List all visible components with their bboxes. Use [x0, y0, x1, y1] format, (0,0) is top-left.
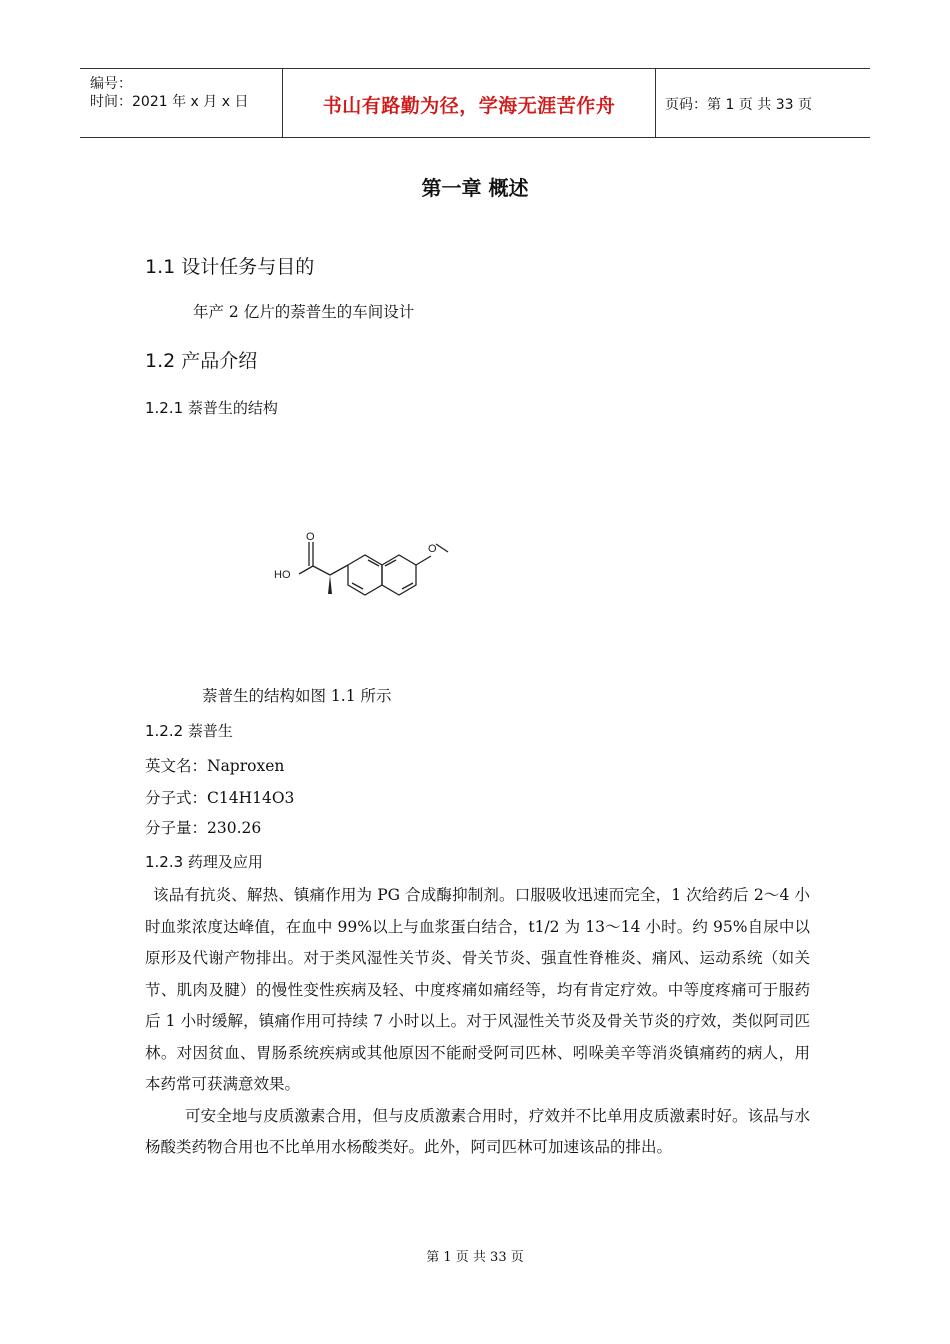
page-header-table	[80, 68, 870, 138]
molecular-formula: 分子式：C14H14O3	[145, 789, 295, 807]
molecular-weight: 分子量：230.26	[145, 819, 262, 837]
header-right-cell	[655, 69, 870, 137]
pharmacology-paragraph-1: 该品有抗炎、解热、镇痛作用为 PG 合成酶抑制剂。口服吸收迅速而完全，1 次给药后 2～4 小时血浆浓度达峰值，在血中 99%以上与血浆蛋白结合，t1/2 为 13～14 小时。约 95%自尿中以原形及代谢产物排出。对于类风湿性关节炎、骨关节炎、强直性脊椎炎、痛风、运动系统（如关节、肌肉及腱）的慢性变性疾病及轻、中度疼痛如痛经等，均有肯定疗效。中等度疼痛可于服药后 1 小时缓解，镇痛作用可持续 7 小时以上。对于风湿性关节炎及骨关节炎的疗效，类似阿司匹林。对因贫血、胃肠系统疾病或其他原因不能耐受阿司匹林、吲哚美辛等消炎镇痛药的病人，用本药常可获满意效果。	[145, 886, 810, 1093]
pharmacology-paragraph-2: 可安全地与皮质激素合用，但与皮质激素合用时，疗效并不比单用皮质激素时好。该品与水杨酸类药物合用也不比单用水杨酸类好。此外，阿司匹林可加速该品的排出。	[145, 1106, 810, 1156]
english-name: 英文名：Naproxen	[145, 757, 285, 775]
structure-caption: 萘普生的结构如图 1.1 所示	[202, 687, 392, 705]
structure-carbonyl-oxygen: O	[306, 531, 315, 543]
header-page-info: 页码：第 1 页 共 33 页	[665, 97, 812, 113]
structure-hydroxyl-label: HO	[274, 569, 291, 581]
section-1-1-text: 年产 2 亿片的萘普生的车间设计	[193, 303, 415, 321]
chapter-title: 第一章 概述	[421, 176, 529, 200]
document-number-label: 编号：	[90, 76, 132, 92]
document-date-label: 时间：2021 年 x 月 x 日	[90, 94, 249, 110]
section-1-2-2-heading: 1.2.2 萘普生	[145, 722, 233, 740]
section-1-2-1-heading: 1.2.1 萘普生的结构	[145, 399, 278, 417]
section-1-2-3-heading: 1.2.3 药理及应用	[145, 853, 263, 871]
naproxen-structure-diagram	[268, 518, 468, 608]
header-left-cell	[80, 69, 282, 137]
pharmacology-body	[145, 880, 810, 1164]
structure-ether-oxygen: O	[428, 543, 437, 555]
header-middle-cell	[282, 69, 656, 137]
page-footer: 第 1 页 共 33 页	[426, 1250, 524, 1265]
section-1-2-heading: 1.2 产品介绍	[145, 350, 258, 372]
section-1-1-heading: 1.1 设计任务与目的	[145, 256, 315, 278]
header-motto: 书山有路勤为径，学海无涯苦作舟	[322, 95, 616, 117]
